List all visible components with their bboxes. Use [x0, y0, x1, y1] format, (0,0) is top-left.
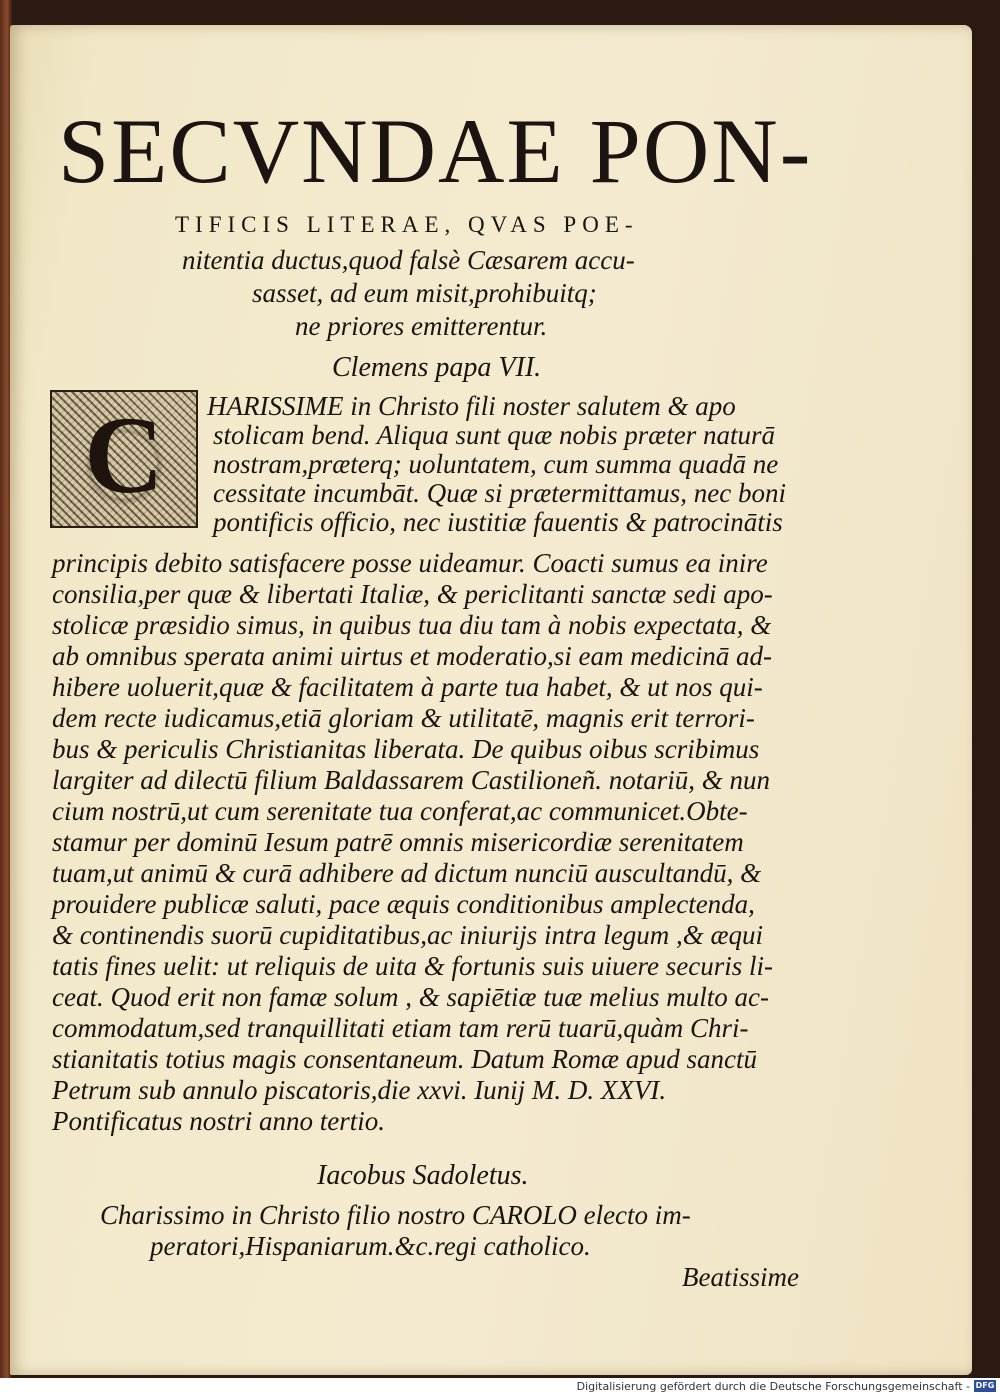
- page-content: [10, 25, 972, 1375]
- address-line: peratori,Hispaniarum.&c.regi catholico.: [150, 1231, 591, 1261]
- footer-bar: [0, 1378, 1000, 1396]
- address-line: Charissimo in Christo filio nostro CAROLO electo im-: [100, 1200, 691, 1230]
- body-line: pontificis officio, nec iustitiæ fauentis & patrocinātis: [213, 507, 783, 537]
- book-page: [10, 25, 972, 1375]
- body-line: principis debito satisfacere posse uideamur. Coacti sumus ea inire: [52, 548, 768, 578]
- initial-letter: C: [84, 394, 164, 516]
- subtitle-line-4: ne priores emitterentur.: [295, 311, 548, 341]
- body-line: stamur per dominū Iesum patrē omnis misericordiæ serenitatem: [52, 827, 744, 857]
- page-title: SECVNDAE PON-: [58, 100, 813, 202]
- footer-credit: Digitalisierung gefördert durch die Deutsche Forschungsgemeinschaft -: [576, 1380, 970, 1393]
- catchword: Beatissime: [682, 1262, 799, 1292]
- body-line: consilia,per quæ & libertati Italiæ, & periclitanti sanctæ sedi apo-: [52, 579, 773, 609]
- body-line: cium nostrū,ut cum serenitate tua conferat,ac communicet.Obte-: [52, 796, 748, 826]
- body-line: Petrum sub annulo piscatoris,die xxvi. Iunij M. D. XXVI.: [52, 1075, 667, 1105]
- subtitle-line-1: TIFICIS LITERAE, QVAS POE-: [175, 212, 639, 237]
- body-line: dem recte iudicamus,etiā gloriam & utilitatē, magnis erit terrori-: [52, 703, 755, 733]
- signature: Iacobus Sadoletus.: [317, 1160, 529, 1191]
- body-line: tatis fines uelit: ut reliquis de uita & fortunis suis uiuere securis li-: [52, 951, 773, 981]
- body-line: cessitate incumbāt. Quæ si prætermittamus, nec boni: [213, 478, 786, 508]
- letter-heading: Clemens papa VII.: [332, 352, 542, 383]
- body-line: stianitatis totius magis consentaneum. Datum Romæ apud sanctū: [52, 1044, 757, 1074]
- body-line: ab omnibus sperata animi uirtus et moderatio,si eam medicinā ad-: [52, 641, 772, 671]
- dfg-logo-icon: DFG: [975, 1381, 995, 1390]
- body-line: stolicam bend. Aliqua sunt quæ nobis præter naturā: [213, 420, 776, 450]
- body-line: ceat. Quod erit non famæ solum , & sapiētiæ tuæ melius multo ac-: [52, 982, 769, 1012]
- body-line: stolicæ præsidio simus, in quibus tua diu tam à nobis expectata, &: [52, 610, 772, 640]
- body-line: commodatum,sed tranquillitati etiam tam rerū tuarū,quàm Chri-: [52, 1013, 749, 1043]
- body-line: HARISSIME in Christo fili noster salutem & apo: [207, 391, 736, 421]
- body-line: tuam,ut animū & curā adhibere ad dictum nunciū auscultandū, &: [52, 858, 762, 888]
- body-line: prouidere publicæ saluti, pace æquis conditionibus amplectenda,: [52, 889, 755, 919]
- decorated-initial: [50, 390, 198, 528]
- body-line: nostram,præterq; uoluntatem, cum summa quadā ne: [213, 449, 779, 479]
- body-line: hibere uoluerit,quæ & facilitatem à parte tua habet, & ut nos qui-: [52, 672, 763, 702]
- body-line: bus & periculis Christianitas liberata. De quibus oibus scribimus: [52, 734, 760, 764]
- subtitle-line-2: nitentia ductus,quod falsè Cæsarem accu-: [182, 245, 635, 275]
- subtitle-line-3: sasset, ad eum misit,prohibuitq;: [252, 278, 597, 308]
- body-line: Pontificatus nostri anno tertio.: [52, 1106, 386, 1136]
- body-line: largiter ad dilectū filium Baldassarem Castilioneñ. notariū, & nun: [52, 765, 770, 795]
- body-line: & continendis suorū cupiditatibus,ac iniurijs intra legum ,& æqui: [52, 920, 764, 950]
